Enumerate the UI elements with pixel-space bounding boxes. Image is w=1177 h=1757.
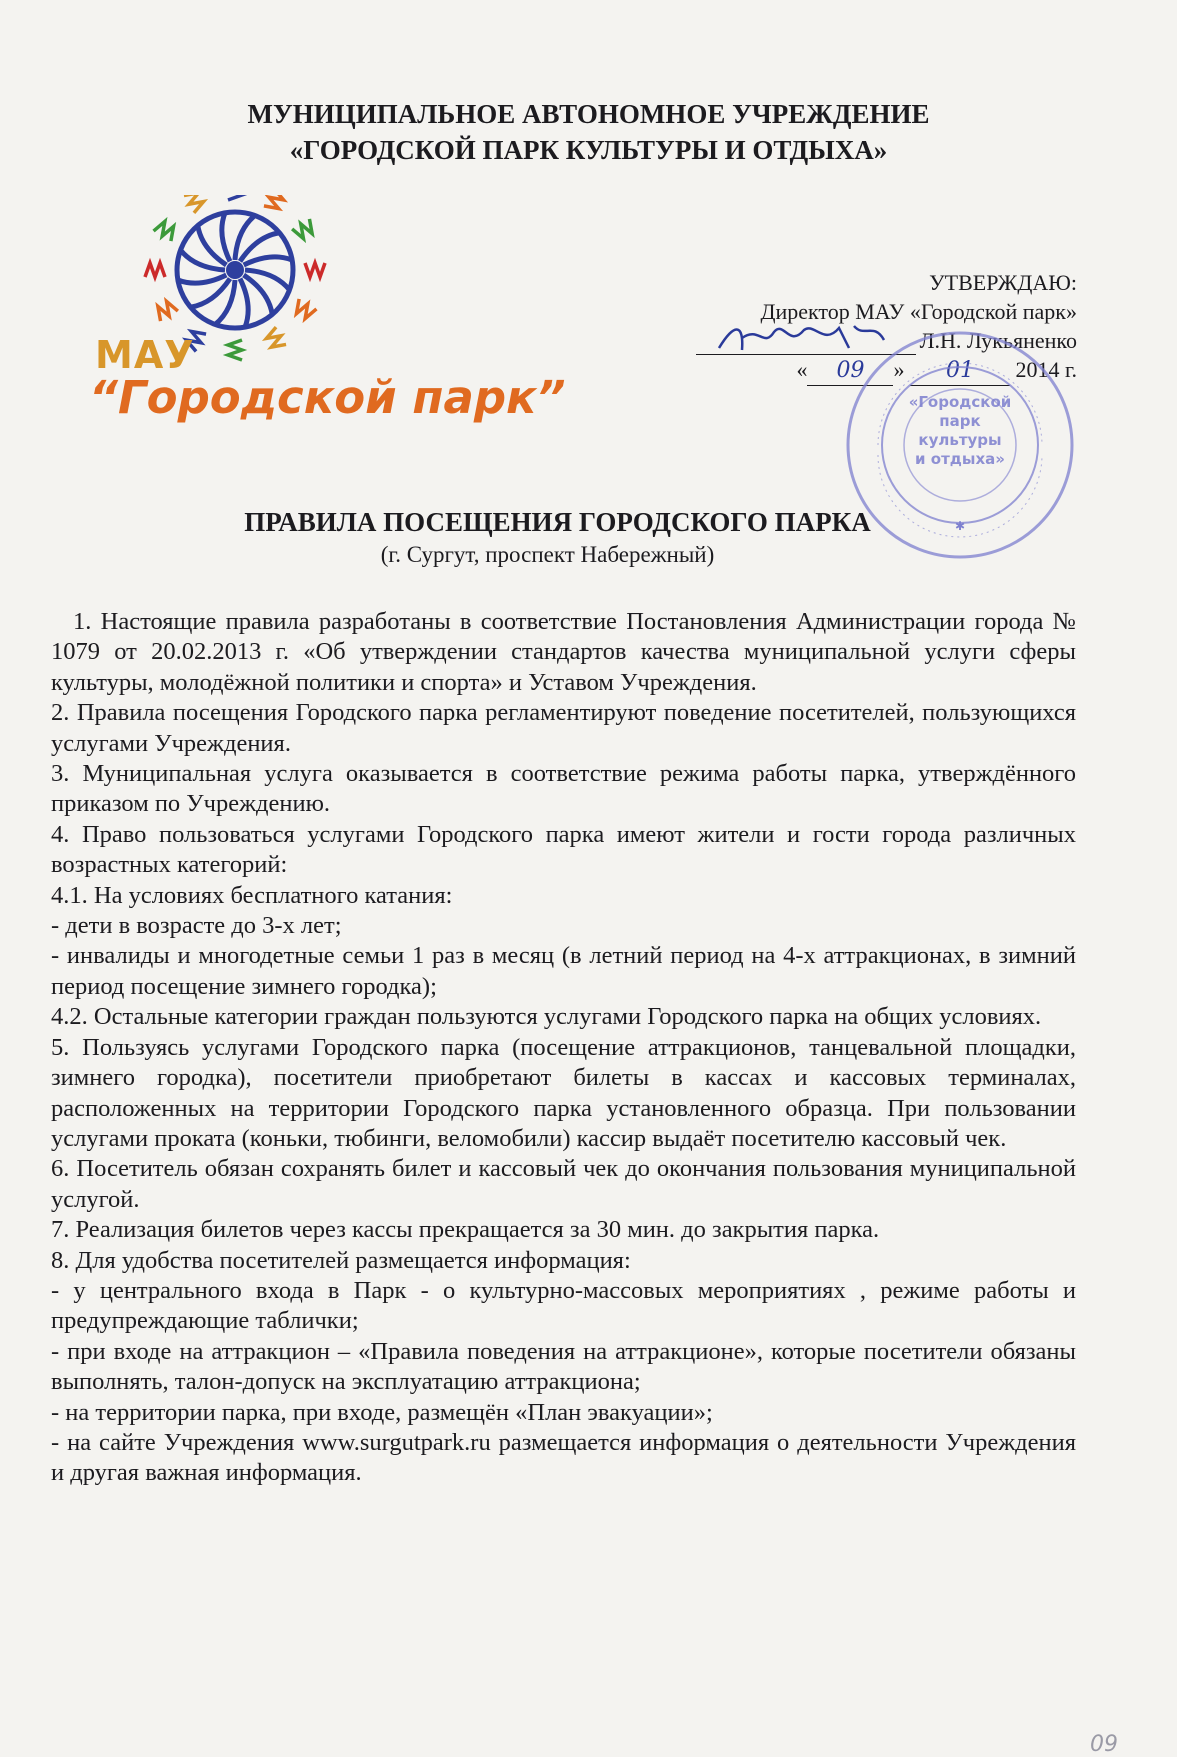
paragraph-7: 7. Реализация билетов через кассы прекращается за 30 мин. до закрытия парка. <box>51 1216 880 1244</box>
paragraph-3: 3. Муниципальная услуга оказывается в соответствие режима работы парка, утверждённого приказом по Учреждению. <box>51 760 1076 818</box>
date-day: 09 <box>836 358 865 383</box>
organization-header <box>0 96 1177 168</box>
list-item-children: - дети в возрасте до 3-х лет; <box>51 912 342 940</box>
paragraph-4-2: 4.2. Остальные категории граждан пользуются услугами Городского парка на общих условиях. <box>51 1003 1042 1031</box>
paragraph-2: 2. Правила посещения Городского парка регламентируют поведение посетителей, пользующихся услугами Учреждения. <box>51 699 1076 757</box>
header-line-1: МУНИЦИПАЛЬНОЕ АВТОНОМНОЕ УЧРЕЖДЕНИЕ <box>247 99 930 129</box>
approval-label: УТВЕРЖДАЮ: <box>929 270 1077 295</box>
list-item-disabled: - инвалиды и многодетные семьи 1 раз в месяц (в летний период на 4-х аттракционах, в зимний период посещение зимнего городка); <box>51 942 1076 1000</box>
logo-text-mau: МАУ <box>95 333 195 377</box>
date-month: 01 <box>945 358 974 383</box>
stamp-text-4: и отдыха» <box>915 450 1005 468</box>
stamp-text-1: «Городской <box>908 393 1012 411</box>
paragraph-5: 5. Пользуясь услугами Городского парка (посещение аттракционов, танцевальной площадки, зимнего городка), посетители приобретают билеты в кассах и кассовых терминалах, расположенных на территории Городского парка установленного образца. При пользовании услугами проката (коньки, тюбинги, веломобили) кассир выдаёт посетителю кассовый чек. <box>51 1033 1076 1152</box>
list-item-central-entrance: - у центрального входа в Парк - о культурно-массовых мероприятиях , режиме работы и предупреждающие таблички; <box>51 1276 1076 1335</box>
svg-text:✱: ✱ <box>954 519 966 533</box>
page-mark: 09 <box>1090 1732 1118 1757</box>
date-close-quote: » <box>893 357 905 382</box>
list-item-website: - на сайте Учреждения www.surgutpark.ru размещается информация о деятельности Учреждения и другая важная информация. <box>51 1428 1076 1487</box>
approval-position: Директор МАУ «Городской парк» <box>760 299 1077 324</box>
park-logo <box>85 195 566 440</box>
director-name: Л.Н. Лукьяненко <box>919 328 1077 353</box>
logo-text-park: “Городской парк” <box>89 371 566 424</box>
stamp-text-3: культуры <box>918 431 1002 449</box>
document-subtitle: (г. Сургут, проспект Набережный) <box>380 542 715 567</box>
list-item-attraction-entrance: - при входе на аттракцион – «Правила поведения на аттракционе», которые посетители обязаны выполнять, талон-допуск на эксплуатацию аттракциона; <box>51 1337 1076 1396</box>
list-item-evacuation-plan: - на территории парка, при входе, размещён «План эвакуации»; <box>51 1398 713 1426</box>
date-year: 2014 г. <box>1015 357 1077 382</box>
paragraph-4: 4. Право пользоваться услугами Городского парка имеют жители и гости города различных возрастных категорий: <box>51 820 1076 879</box>
paragraph-6: 6. Посетитель обязан сохранять билет и кассовый чек до окончания пользования муниципальной услугой. <box>51 1155 1076 1213</box>
stamp-text-2: парк <box>939 412 981 430</box>
date-open-quote: « <box>796 357 808 382</box>
document-title: ПРАВИЛА ПОСЕЩЕНИЯ ГОРОДСКОГО ПАРКА <box>244 507 871 537</box>
paragraph-4-1: 4.1. На условиях бесплатного катания: <box>51 881 453 909</box>
header-line-2: «ГОРОДСКОЙ ПАРК КУЛЬТУРЫ И ОТДЫХА» <box>289 135 888 165</box>
document-body <box>51 607 1076 1489</box>
paragraph-1: 1. Настоящие правила разработаны в соответствие Постановления Администрации города № 1079 от 20.02.2013 г. «Об утверждении стандартов качества муниципальной услуги сферы культуры, молодёжной политики и спорта» и Уставом Учреждения. <box>51 608 1076 696</box>
paragraph-8: 8. Для удобства посетителей размещается информация: <box>51 1246 631 1274</box>
